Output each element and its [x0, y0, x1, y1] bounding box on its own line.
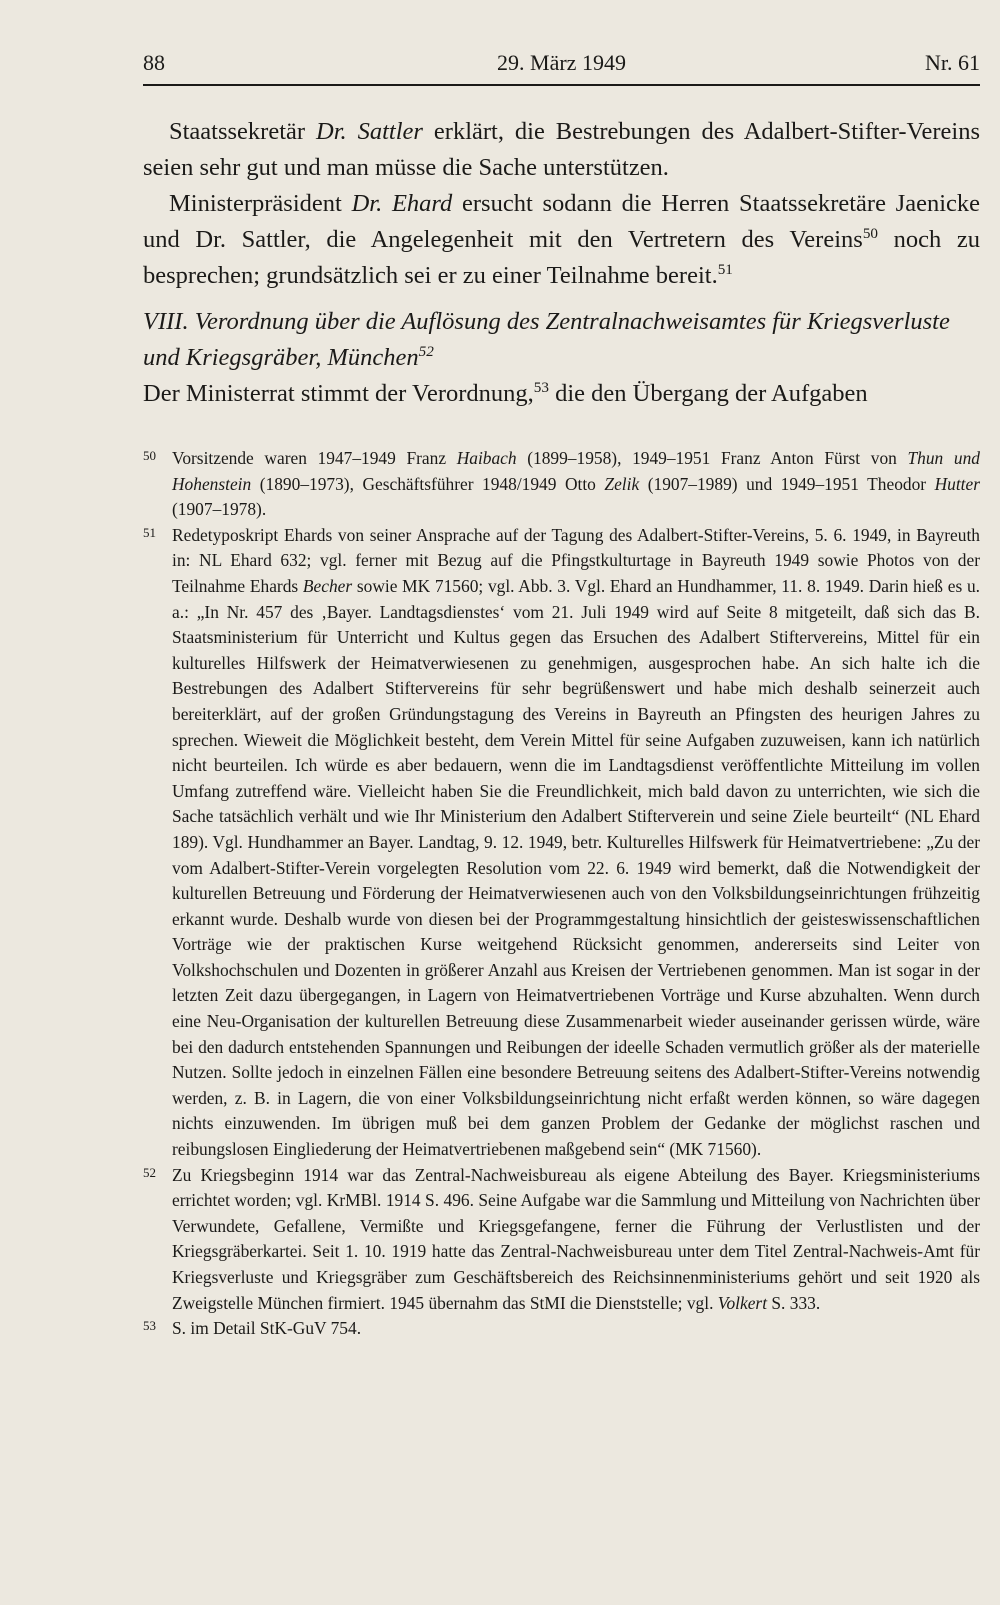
text-run: (1907–1978).: [172, 499, 267, 520]
text-run: (1899–1958), 1949–1951 Franz Anton Fürst von: [516, 448, 908, 468]
running-head: [143, 50, 980, 84]
document-number: Nr. 61: [925, 50, 980, 75]
person-name: Hutter: [934, 473, 980, 494]
paragraph-sattler: [143, 114, 980, 186]
footnote-ref[interactable]: 51: [717, 260, 733, 278]
text-run: Staatssekretär: [169, 118, 317, 145]
footnote-number: 52: [143, 1164, 156, 1180]
footnote-text: [172, 1163, 980, 1317]
footnote-ref[interactable]: 52: [418, 342, 434, 360]
main-text: [143, 114, 980, 412]
footnote-53: [143, 1316, 980, 1342]
person-name: Sattler: [357, 118, 423, 145]
text-run: Vorsitzende waren 1947–1949 Franz: [172, 448, 457, 468]
header-rule: [143, 84, 980, 86]
footnote-52: [143, 1163, 980, 1317]
page-number: 88: [143, 50, 165, 75]
heading-text: VIII. Verordnung über die Auflösung des Zentralnachweisamtes für Kriegsverluste und Kriegsgräber, München: [143, 308, 950, 371]
person-name: Becher: [302, 575, 353, 596]
text-run: (1890–1973), Geschäftsführer 1948/1949 Otto: [251, 473, 605, 494]
text-run: Der Ministerrat stimmt der Verordnung,: [143, 380, 534, 407]
person-name: Volkert: [717, 1292, 768, 1313]
text-run: die den Übergang der Aufgaben: [548, 380, 868, 407]
footnote-ref[interactable]: 53: [533, 378, 549, 396]
footnotes: [143, 446, 980, 1342]
footnote-50: [143, 446, 980, 523]
text-run: Redetyposkript Ehards von seiner Ansprache auf der Tagung des Adalbert-Stifter-Vereins, 5. 6. 1949, in Bayreuth in: NL Ehard 632; vgl. ferner mit Bezug auf die Pfingstkulturtage in Bayreuth 1949 sowie Photos von der Teilnahme Ehards: [172, 524, 980, 596]
footnote-text: [172, 523, 980, 1163]
person-name: Haibach: [456, 448, 517, 468]
person-name: Thun und Hohenstein: [172, 448, 980, 494]
footnote-number: 50: [143, 448, 156, 463]
person-name: Ehard: [391, 190, 453, 217]
text-run: ersucht sodann die Herren Staatssekretäre Jaenicke und Dr. Sattler, die Angelegenheit mit den Vertretern des Vereins: [143, 190, 981, 253]
footnote-number: 51: [143, 524, 156, 540]
text-run: S. 333.: [767, 1292, 821, 1313]
paragraph-ehard: [143, 186, 980, 294]
text-run: sowie MK 71560; vgl. Abb. 3. Vgl. Ehard an Hundhammer, 11. 8. 1949. Darin hieß es u. a.: „In Nr. 457 des ‚Bayer. Landtagsdienstes‘ vom 21. Juli 1949 wird auf Seite 8 mitgeteilt, daß sich das B. Staatsministerium für Unterricht und Kultus gegen das Ersuchen des Adalbert Stiftervereins, Mittel für ein kulturelles Hilfswerk der Heimatverwiesenen zu genehmigen, ausgesprochen habe. An sich halte ich die Bestrebungen des Adalbert Stiftervereins für sehr begrüßenswert und habe mich deshalb seinerzeit auch bereiterklärt, auf der großen Gründungstagung des Vereins in Bayreuth an Pfingsten des heurigen Jahres zu sprechen. Wieweit die Möglichkeit besteht, dem Verein Mittel für seine Aufgaben zuzuweisen, kann ich natürlich nicht beurteilen. Ich würde es aber bedauern, wenn die im Landtagsdienst veröffentlichte Mitteilung im vollen Umfang zutreffend wäre. Vielleicht haben Sie die Freundlichkeit, mich bald davon zu unterrichten, wie sich die Sache tatsächlich verhält und wie Ihr Ministerium den Adalbert Stifterverein und seine Ziele beurteilt“ (NL Ehard 189). Vgl. Hundhammer an Bayer. Landtag, 9. 12. 1949, betr. Kulturelles Hilfswerk für Heimatvertriebene: „Zu der vom Adalbert-Stifter-Verein vorgelegten Resolution vom 22. 6. 1949 wird bemerkt, daß die Notwendigkeit der kulturellen Betreuung und Förderung der Heimatverwiesenen auch von den Volksbildungseinrichtungen frühzeitig erkannt wurde. Deshalb wurde von diesen bei der Programmgestaltung hinsichtlich der geisteswissenschaftlichen Vorträge wie der praktischen Kurse weitgehend Rücksicht genommen, andererseits sind Leiter von Volkshochschulen und Dozenten in größerer Anzahl aus Kreisen der Vertriebenen genommen. Man ist sogar in der letzten Zeit dazu übergegangen, in Lagern von Heimatvertriebenen Vorträge und Kurse abzuhalten. Wenn durch eine Neu-Organisation der kulturellen Betreuung diese Zusammenarbeit wieder auseinander gerissen würde, wäre bei den dadurch entstehenden Spannungen und Reibungen der ideelle Schaden vermutlich größer als der materielle Nutzen. Sollte jedoch in einzelnen Fällen eine besondere Betreuung seitens des Adalbert-Stifter-Vereins notwendig werden, z. B. in Lagern, die von einer Volksbildungseinrichtung nicht erfaßt werden können, so wäre dagegen nichts einzuwenden. Im übrigen muß bei dem ganzen Problem der Gedanke der möglichst raschen und reibungslosen Eingliederung der Heimatvertriebenen maßgebend sein“ (MK 71560).: [172, 575, 980, 1160]
text-run: noch zu besprechen; grundsätzlich sei er zu einer Teilnahme bereit.: [143, 226, 981, 289]
text-run: Dr.: [351, 190, 392, 217]
person-name: Zelik: [604, 473, 640, 494]
text-run: erklärt, die Bestrebungen des Adalbert-Stifter-Vereins seien sehr gut und man müsse die Sache unterstützen.: [143, 118, 980, 181]
section-heading: [143, 304, 980, 376]
footnote-51: [143, 523, 980, 1163]
text-run: Dr.: [316, 118, 358, 145]
footnote-text: S. im Detail StK-GuV 754.: [172, 1318, 362, 1339]
paragraph-ministerrat: [143, 376, 980, 412]
text-run: Ministerpräsident: [169, 190, 352, 217]
running-head-date: 29. März 1949: [497, 50, 626, 75]
footnote-ref[interactable]: 50: [862, 224, 878, 242]
text-run: Zu Kriegsbeginn 1914 war das Zentral-Nachweisbureau als eigene Abteilung des Bayer. Kriegsministeriums errichtet worden; vgl. KrMBl. 1914 S. 496. Seine Aufgabe war die Sammlung und Mitteilung von Nachrichten über Verwundete, Gefallene, Vermißte und Kriegsgefangene, ferner die Führung der Verlustlisten und der Kriegsgräberkartei. Seit 1. 10. 1919 hatte das Zentral-Nachweisbureau unter dem Titel Zentral-Nachweis-Amt für Kriegsverluste und Kriegsgräber zum Geschäftsbereich des Reichsinnenministeriums gehört und seit 1920 als Zweigstelle München firmiert. 1945 übernahm das StMI die Dienststelle; vgl.: [172, 1164, 980, 1313]
footnote-text: [172, 446, 980, 523]
text-run: (1907–1989) und 1949–1951 Theodor: [639, 473, 935, 494]
footnote-number: 53: [143, 1318, 156, 1334]
